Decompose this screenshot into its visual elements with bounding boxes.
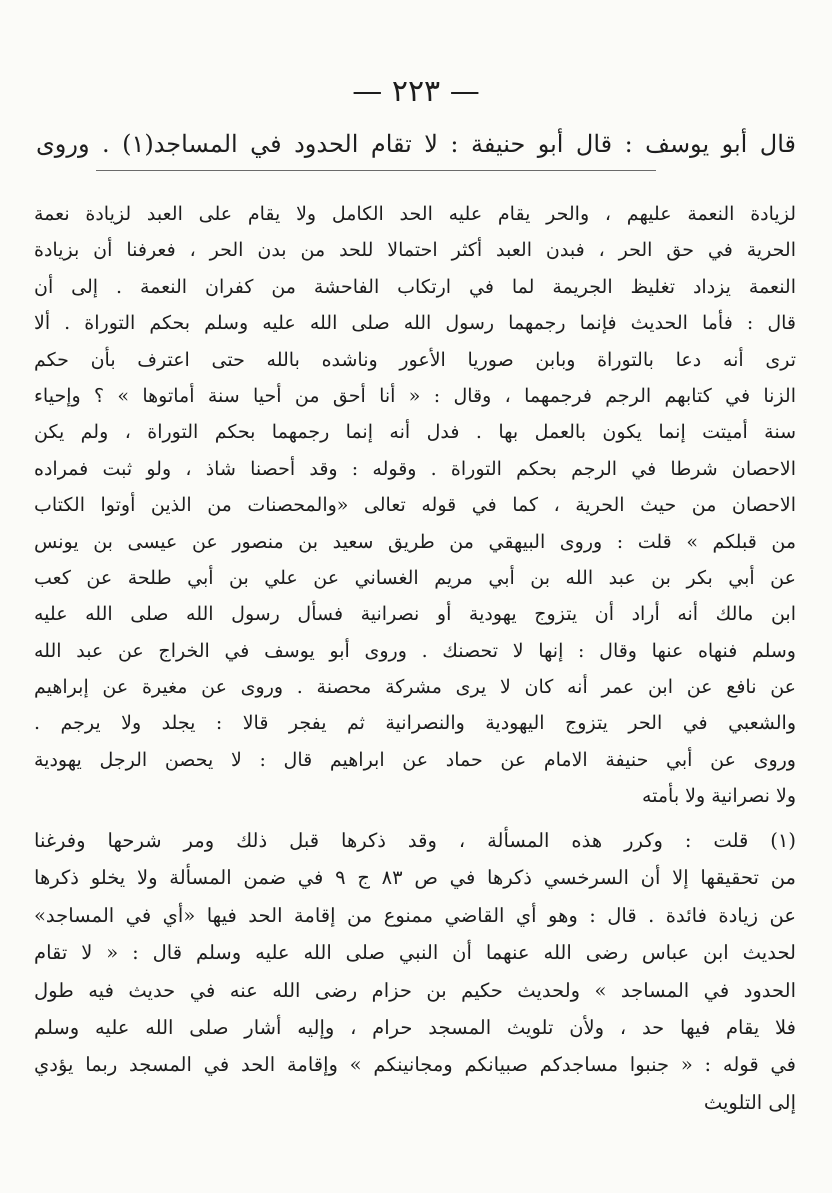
footnote-text-line: فلا يقام فيها حد ، ولأن تلويث المسجد حرام ، وإليه أشار صلى الله عليه وسلم (34, 1015, 796, 1039)
divider-rule (96, 170, 656, 171)
commentary-body (34, 196, 796, 815)
footnote-text-line: إلى التلويث (703, 1090, 796, 1114)
body-text-line: الزنا في كتابهم الرجم فرجمهما ، وقال : « أنا أحق من أحيا سنة أماتوها » ؟ وإحياء (34, 384, 796, 407)
body-text-line: الاحصان شرطا في الرجم بحكم التوراة . وقوله : وقد أحصنا شاذ ، ولو ثبت فمراده (34, 457, 796, 480)
body-text-line: عن نافع عن ابن عمر أنه كان لا يرى مشركة محصنة . وروى عن مغيرة عن إبراهيم (34, 676, 796, 699)
body-text-line: وروى عن أبي حنيفة الامام عن حماد عن ابراهيم قال : لا يحصن الرجل يهودية (34, 748, 796, 771)
body-text-line: والشعبي في الحر يتزوج اليهودية والنصرانية ثم يفجر قالا : يجلد ولا يرجم . (34, 712, 796, 735)
footnote-text-line: في قوله : « جنبوا مساجدكم صبيانكم ومجانينكم » وإقامة الحد في المسجد ربما يؤدي (34, 1053, 796, 1077)
body-text-line: عن أبي بكر بن عبد الله بن أبي مريم الغساني عن علي بن أبي طلحة عن كعب (34, 566, 796, 589)
body-text-line: قال : فأما الحديث فإنما رجمهما رسول الله صلى الله عليه وسلم بحكم التوراة . ألا (34, 312, 796, 335)
footnote-text-line: الحدود في المساجد » ولحديث حكيم بن حزام رضى الله عنه في حديث فيه طول (34, 978, 796, 1002)
body-text-line: سنة أميتت إنما يكون بالعمل بها . فدل أنه إنما رجمهما بحكم التوراة ، ولم يكن (34, 421, 796, 444)
footnote-body (34, 822, 796, 1121)
footnote-text-line: عن زيادة فائدة . قال : وهو أي القاضي ممنوع من إقامة الحد فيها «أي في المساجد» (34, 903, 796, 927)
page-number: — ٢٢٣ — (352, 74, 480, 109)
footnote-text-line: لحديث ابن عباس رضى الله عنهما أن النبي صلى الله عليه وسلم قال : « لا تقام (34, 941, 796, 965)
body-text-line: لزيادة النعمة عليهم ، والحر يقام عليه الحد الكامل ولا يقام على العبد لزيادة نعمة (34, 203, 796, 225)
footnote-text-line: من تحقيقها إلا أن السرخسي ذكرها في ص ٨٣ ج ٩ في ضمن المسألة ولا يخلو ذكرها (34, 866, 796, 890)
body-text-line: ترى أنه دعا بالتوراة وبابن صوريا الأعور وناشده بالله حتى اعترف بأن حكم (34, 348, 796, 371)
body-text-line: الحرية في حق الحر ، فبدن العبد أكثر احتمالا للحد من بدن الحر ، فعرفنا أن بزيادة (34, 239, 796, 262)
body-text-line: ولا نصرانية ولا بأمته (641, 785, 796, 808)
body-text-line: الاحصان من حيث الحرية ، كما في قوله تعالى «والمحصنات من الذين أوتوا الكتاب (34, 494, 796, 517)
footnote-text-line: (١) قلت : وكرر هذه المسألة ، وقد ذكرها قبل ذلك ومر شرحها وفرغنا (34, 829, 796, 852)
body-text-line: وسلم فنهاه عنها وقال : إنها لا تحصنك . وروى أبو يوسف في الخراج عن عبد الله (34, 639, 796, 662)
heading-line: قال أبو يوسف : قال أبو حنيفة : لا تقام الحدود في المساجد(١) . وروى (36, 130, 796, 158)
body-text-line: من قبلكم » قلت : وروى البيهقي من طريق سعيد بن منصور عن عيسى بن يونس (34, 530, 796, 553)
body-text-line: النعمة يزداد تغليظ الجريمة لما في ارتكاب الفاحشة من كفران النعمة . إلى أن (34, 275, 796, 298)
body-text-line: ابن مالك أنه أراد أن يتزوج يهودية أو نصرانية فسأل رسول الله صلى الله عليه (34, 603, 796, 626)
